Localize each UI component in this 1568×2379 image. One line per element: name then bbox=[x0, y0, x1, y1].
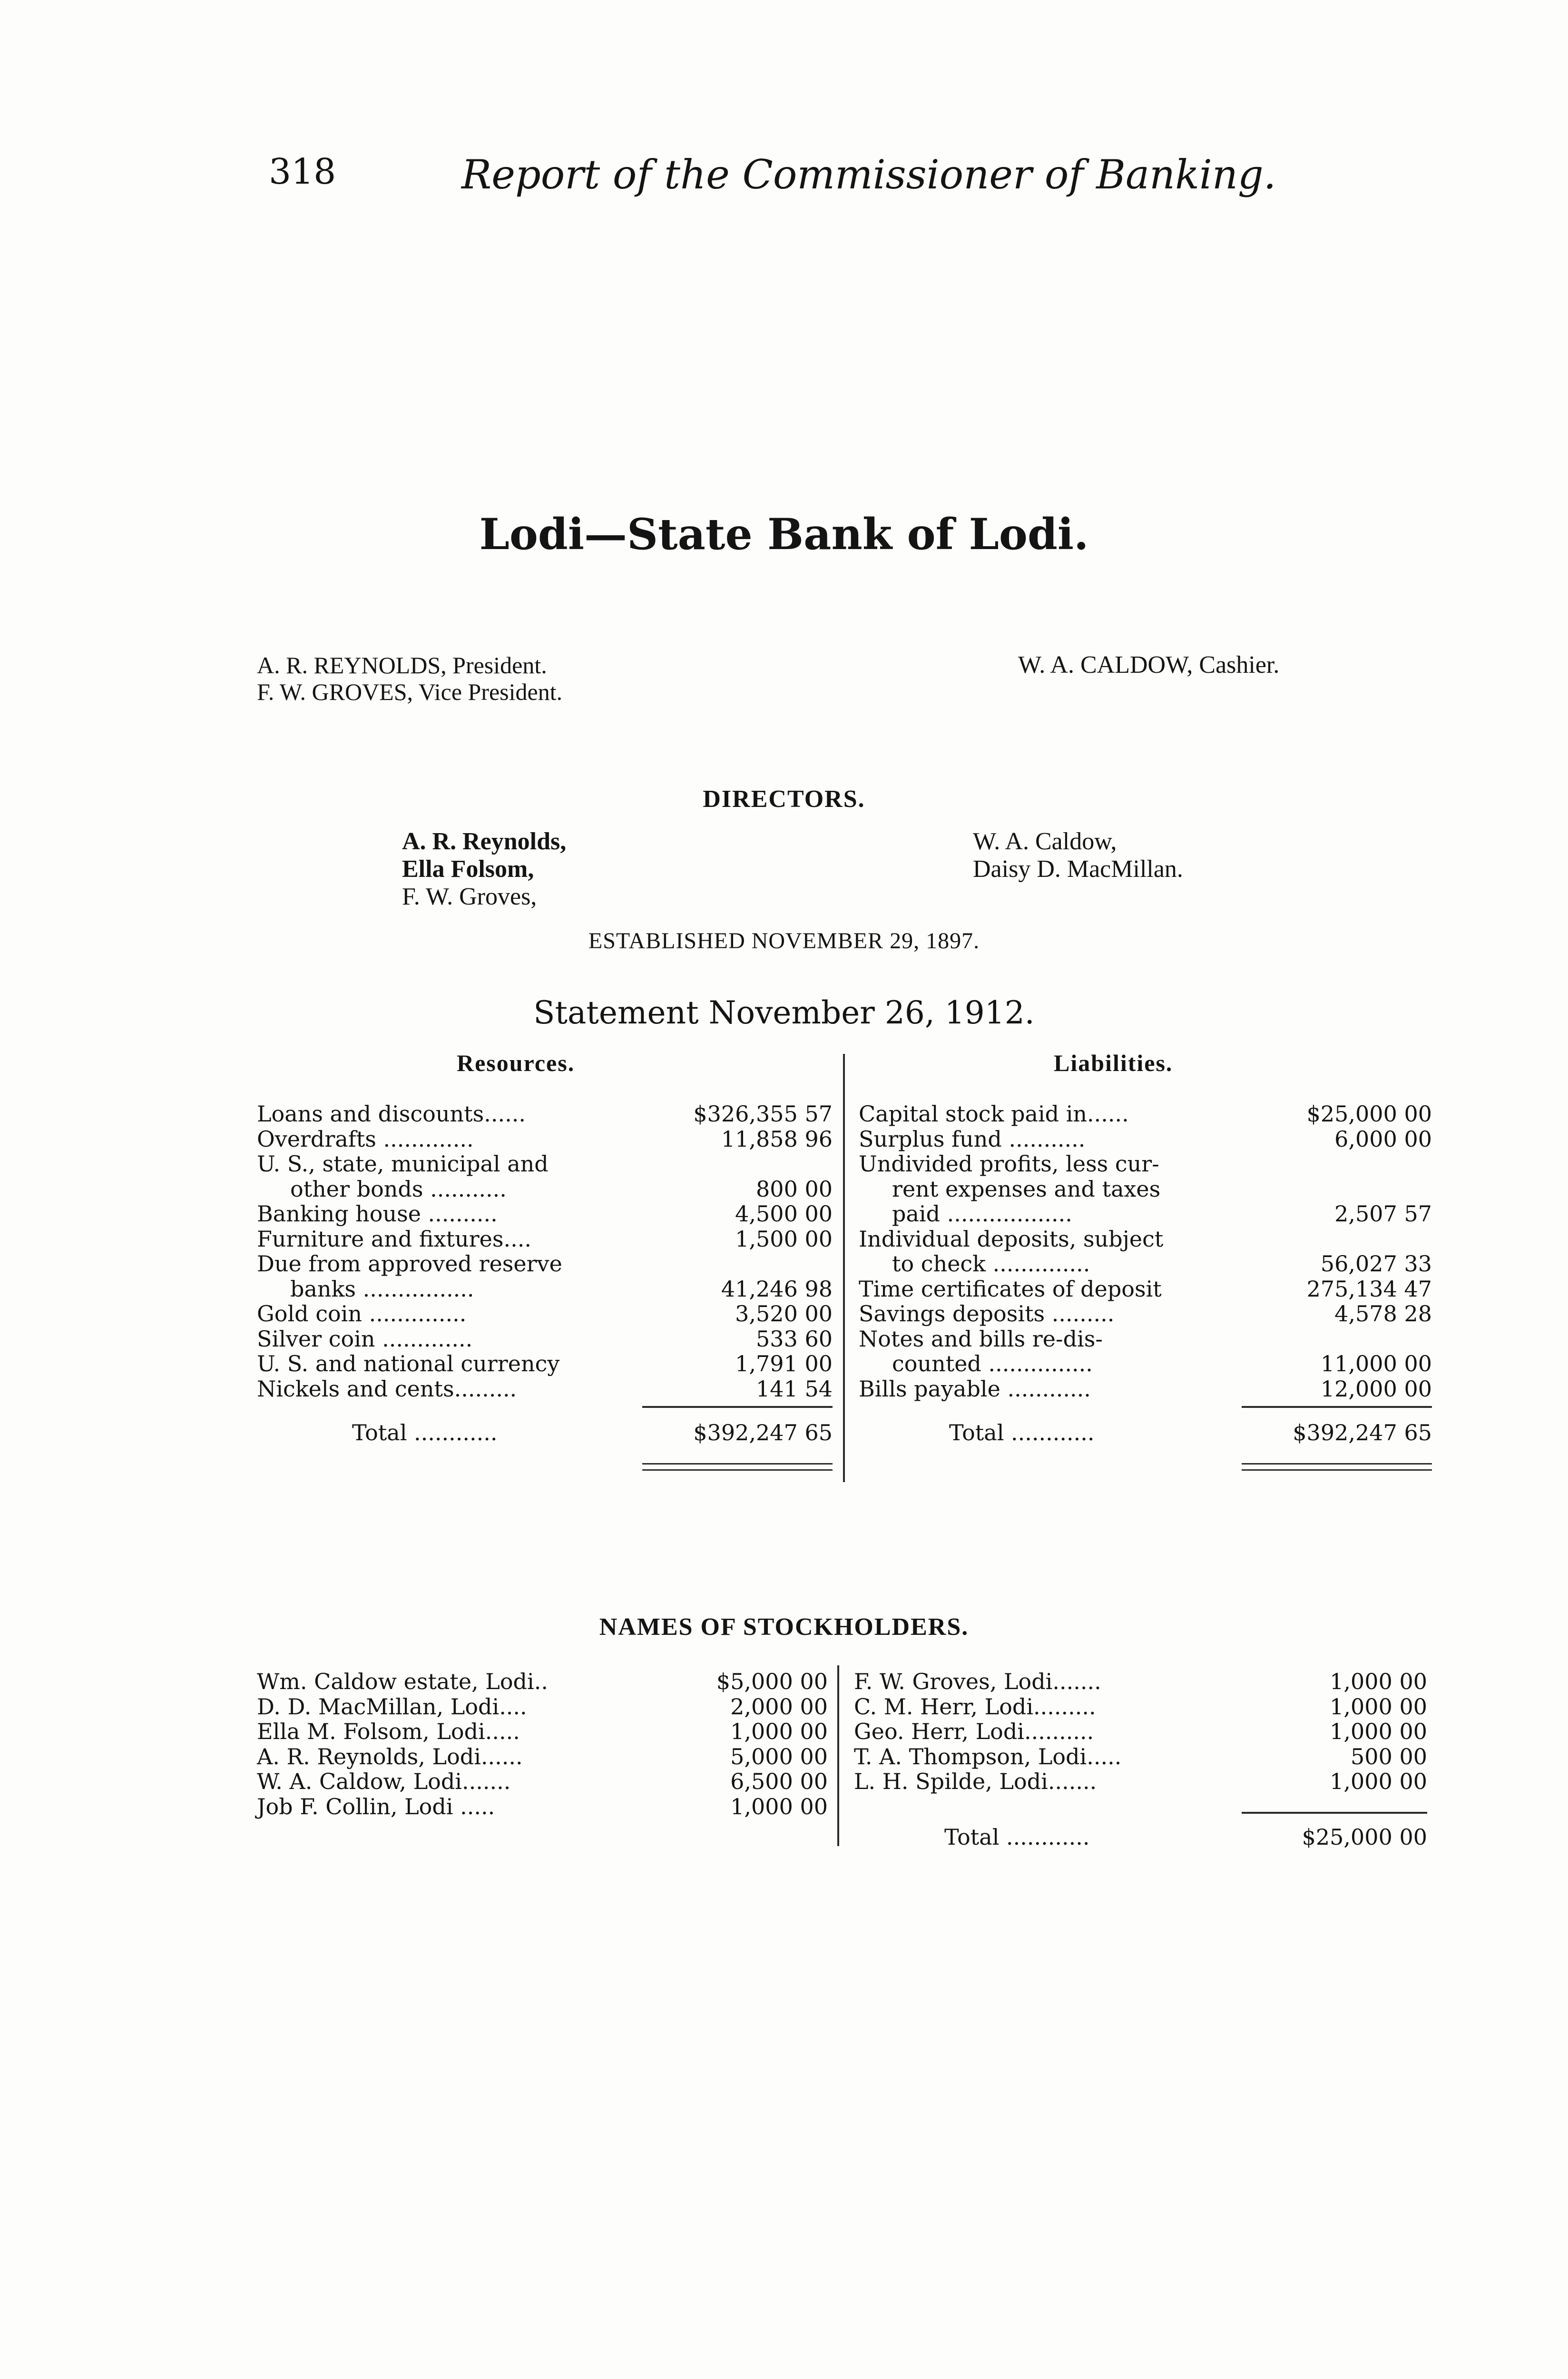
stockholder-amount: $5,000 00 bbox=[716, 1669, 828, 1694]
table-row bbox=[859, 1327, 1432, 1352]
directors-right bbox=[973, 828, 1183, 883]
liabilities-total bbox=[859, 1420, 1432, 1445]
stockholder-name: Wm. Caldow estate, Lodi.. bbox=[257, 1669, 548, 1694]
table-row bbox=[859, 1301, 1432, 1327]
row-amount: 141 54 bbox=[756, 1376, 833, 1402]
row-amount: 1,791 00 bbox=[735, 1351, 833, 1376]
officer-vice-president: F. W. GROVES, Vice President. bbox=[257, 678, 563, 705]
row-amount: $326,355 57 bbox=[693, 1101, 833, 1127]
row-amount: $25,000 00 bbox=[1306, 1101, 1432, 1127]
row-label: Bills payable ............ bbox=[859, 1376, 1091, 1402]
row-amount: 11,858 96 bbox=[721, 1126, 833, 1152]
director-name: A. R. Reynolds, bbox=[402, 828, 567, 855]
total-row bbox=[257, 1420, 833, 1445]
table-row bbox=[257, 1769, 828, 1794]
table-row bbox=[859, 1251, 1432, 1277]
total-amount: $392,247 65 bbox=[693, 1420, 833, 1445]
row-label: Overdrafts ............. bbox=[257, 1126, 474, 1152]
table-row bbox=[859, 1351, 1432, 1376]
resources-table bbox=[257, 1101, 833, 1401]
row-label: Loans and discounts...... bbox=[257, 1101, 526, 1127]
directors-left bbox=[402, 828, 566, 911]
row-label: Capital stock paid in...... bbox=[859, 1101, 1129, 1127]
bank-title: Lodi—State Bank of Lodi. bbox=[479, 509, 1089, 560]
row-amount: 275,134 47 bbox=[1306, 1276, 1432, 1302]
statement-title: Statement November 26, 1912. bbox=[533, 994, 1035, 1031]
table-row bbox=[257, 1251, 833, 1277]
row-label: banks ................ bbox=[290, 1276, 474, 1302]
table-row bbox=[859, 1376, 1432, 1402]
row-amount: 4,500 00 bbox=[735, 1201, 833, 1227]
row-label: Undivided profits, less cur- bbox=[859, 1151, 1159, 1177]
director-name: Daisy D. MacMillan. bbox=[973, 855, 1183, 883]
resources-sum-line bbox=[642, 1406, 833, 1408]
row-label: Individual deposits, subject bbox=[859, 1226, 1164, 1252]
total-amount: $25,000 00 bbox=[1302, 1824, 1427, 1850]
row-label: Due from approved reserve bbox=[257, 1251, 562, 1277]
row-label: other bonds ........... bbox=[290, 1176, 507, 1202]
page-number: 318 bbox=[269, 151, 336, 192]
stockholder-amount: 2,000 00 bbox=[730, 1693, 828, 1720]
liabilities-heading: Liabilities. bbox=[1054, 1050, 1173, 1076]
row-label: Gold coin .............. bbox=[257, 1301, 467, 1327]
table-row bbox=[257, 1744, 828, 1770]
officer-president: A. R. REYNOLDS, President. bbox=[257, 652, 547, 678]
row-label: U. S., state, municipal and bbox=[257, 1151, 549, 1177]
directors-title: DIRECTORS. bbox=[703, 786, 865, 813]
table-row bbox=[257, 1351, 833, 1376]
stockholder-name: Job F. Collin, Lodi ..... bbox=[257, 1793, 495, 1819]
row-label: U. S. and national currency bbox=[257, 1351, 560, 1376]
stockholder-name: Geo. Herr, Lodi.......... bbox=[854, 1719, 1094, 1744]
director-name: Ella Folsom, bbox=[402, 855, 534, 883]
liabilities-double-rule bbox=[1242, 1463, 1432, 1471]
row-label: counted ............... bbox=[892, 1351, 1093, 1376]
stockholder-name: A. R. Reynolds, Lodi...... bbox=[257, 1743, 523, 1770]
table-row bbox=[257, 1101, 833, 1127]
table-row bbox=[257, 1719, 828, 1744]
row-label: Surplus fund ........... bbox=[859, 1126, 1086, 1152]
table-row bbox=[257, 1301, 833, 1327]
stockholder-name: F. W. Groves, Lodi....... bbox=[854, 1669, 1101, 1694]
table-row bbox=[859, 1277, 1432, 1302]
total-label: Total ............ bbox=[944, 1824, 1090, 1850]
running-title: Report of the Commissioner of Banking. bbox=[461, 151, 1276, 198]
row-label: Savings deposits ......... bbox=[859, 1301, 1115, 1327]
row-amount: 41,246 98 bbox=[721, 1276, 833, 1302]
liabilities-sum-line bbox=[1242, 1406, 1432, 1408]
statement-divider bbox=[843, 1054, 845, 1482]
resources-double-rule bbox=[642, 1463, 833, 1471]
stockholder-amount: 1,000 00 bbox=[730, 1793, 828, 1819]
stockholders-right bbox=[854, 1669, 1427, 1794]
stockholder-amount: 6,500 00 bbox=[730, 1769, 828, 1794]
row-amount: 56,027 33 bbox=[1320, 1251, 1432, 1277]
stockholders-left bbox=[257, 1669, 828, 1819]
table-row bbox=[257, 1327, 833, 1352]
row-label: rent expenses and taxes bbox=[892, 1176, 1161, 1202]
table-row bbox=[257, 1694, 828, 1720]
table-row bbox=[257, 1669, 828, 1694]
row-label: Furniture and fixtures.... bbox=[257, 1226, 531, 1252]
resources-total bbox=[257, 1420, 833, 1445]
resources-heading: Resources. bbox=[457, 1050, 575, 1076]
total-label: Total ............ bbox=[949, 1420, 1095, 1445]
stockholder-amount: 1,000 00 bbox=[1330, 1669, 1427, 1694]
stockholder-amount: 1,000 00 bbox=[1330, 1719, 1427, 1744]
officers-left bbox=[257, 652, 562, 705]
stockholder-amount: 500 00 bbox=[1351, 1743, 1427, 1770]
stockholders-total bbox=[854, 1825, 1427, 1850]
total-label: Total ............ bbox=[352, 1420, 498, 1445]
row-amount: 4,578 28 bbox=[1334, 1301, 1432, 1327]
stockholder-name: C. M. Herr, Lodi......... bbox=[854, 1693, 1096, 1720]
stockholder-name: D. D. MacMillan, Lodi.... bbox=[257, 1693, 527, 1720]
stockholders-divider bbox=[837, 1665, 839, 1846]
stockholder-name: Ella M. Folsom, Lodi..... bbox=[257, 1719, 520, 1744]
row-amount: 1,500 00 bbox=[735, 1226, 833, 1252]
row-amount: 800 00 bbox=[756, 1176, 833, 1202]
table-row bbox=[854, 1769, 1427, 1794]
stockholder-amount: 1,000 00 bbox=[730, 1719, 828, 1744]
director-name: W. A. Caldow, bbox=[973, 828, 1117, 855]
officer-cashier: W. A. CALDOW, Cashier. bbox=[1018, 651, 1280, 678]
stockholder-amount: 1,000 00 bbox=[1330, 1693, 1427, 1720]
table-row bbox=[257, 1151, 833, 1177]
row-label: Banking house .......... bbox=[257, 1201, 498, 1227]
table-row bbox=[859, 1177, 1432, 1202]
table-row bbox=[859, 1151, 1432, 1177]
table-row bbox=[257, 1227, 833, 1252]
row-amount: 12,000 00 bbox=[1320, 1376, 1432, 1402]
table-row bbox=[257, 1127, 833, 1152]
row-label: Silver coin ............. bbox=[257, 1326, 473, 1352]
row-amount: 533 60 bbox=[756, 1326, 833, 1352]
table-row bbox=[854, 1719, 1427, 1744]
row-label: Notes and bills re-dis- bbox=[859, 1326, 1103, 1352]
table-row bbox=[859, 1201, 1432, 1227]
stockholder-name: T. A. Thompson, Lodi..... bbox=[854, 1743, 1122, 1770]
established-date: ESTABLISHED NOVEMBER 29, 1897. bbox=[588, 928, 980, 954]
table-row bbox=[257, 1794, 828, 1819]
stockholders-sum-line bbox=[1242, 1812, 1427, 1814]
table-row bbox=[257, 1201, 833, 1227]
stockholders-title: NAMES OF STOCKHOLDERS. bbox=[599, 1613, 969, 1641]
row-label: to check .............. bbox=[892, 1251, 1090, 1277]
table-row bbox=[859, 1101, 1432, 1127]
table-row bbox=[859, 1227, 1432, 1252]
table-row bbox=[257, 1177, 833, 1202]
row-label: Time certificates of deposit bbox=[859, 1276, 1162, 1302]
liabilities-table bbox=[859, 1101, 1432, 1401]
row-amount: 3,520 00 bbox=[735, 1301, 833, 1327]
total-row bbox=[859, 1420, 1432, 1445]
row-amount: 6,000 00 bbox=[1334, 1126, 1432, 1152]
row-label: paid .................. bbox=[892, 1201, 1072, 1227]
table-row bbox=[859, 1127, 1432, 1152]
stockholder-name: L. H. Spilde, Lodi....... bbox=[854, 1769, 1097, 1794]
stockholder-amount: 5,000 00 bbox=[730, 1743, 828, 1770]
table-row bbox=[854, 1694, 1427, 1720]
stockholder-name: W. A. Caldow, Lodi....... bbox=[257, 1769, 511, 1794]
stockholder-amount: 1,000 00 bbox=[1330, 1769, 1427, 1794]
table-row bbox=[257, 1376, 833, 1402]
total-row bbox=[854, 1825, 1427, 1850]
row-amount: 2,507 57 bbox=[1334, 1201, 1432, 1227]
table-row bbox=[257, 1277, 833, 1302]
total-amount: $392,247 65 bbox=[1293, 1420, 1432, 1445]
row-label: Nickels and cents......... bbox=[257, 1376, 517, 1402]
row-amount: 11,000 00 bbox=[1320, 1351, 1432, 1376]
table-row bbox=[854, 1744, 1427, 1770]
table-row bbox=[854, 1669, 1427, 1694]
director-name: F. W. Groves, bbox=[402, 883, 537, 910]
